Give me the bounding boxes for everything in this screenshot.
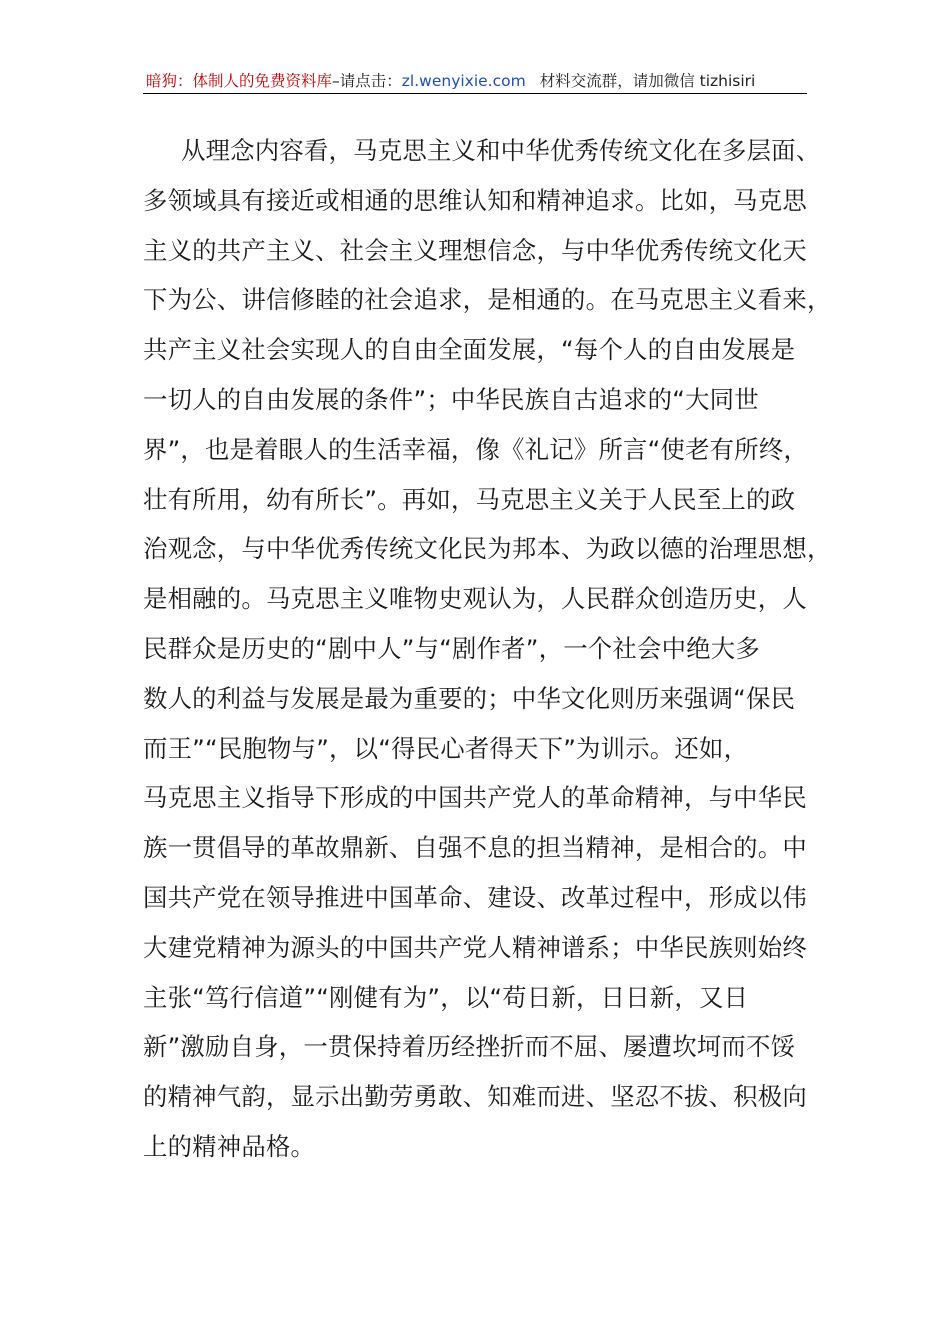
paragraph-line: 共产主义社会实现人的自由全面发展，“每个人的自由发展是	[143, 335, 796, 365]
paragraph-line: 族一贯倡导的革故鼎新、自强不息的担当精神，是相合的。中	[143, 833, 807, 863]
paragraph-line: 主义的共产主义、社会主义理想信念，与中华优秀传统文化天	[143, 235, 807, 265]
paragraph-line: 下为公、讲信修睦的社会追求，是相通的。在马克思主义看来，	[143, 285, 832, 315]
body-paragraph	[143, 126, 832, 1172]
paragraph-line: 是相融的。马克思主义唯物史观认为，人民群众创造历史，人	[143, 584, 807, 614]
header-site-name: 暗狗：体制人的免费资料库	[146, 72, 333, 90]
paragraph-line: 数人的利益与发展是最为重要的；中华文化则历来强调“保民	[143, 683, 796, 713]
paragraph-line: 大建党精神为源头的中国共产党人精神谱系；中华民族则始终	[143, 932, 807, 962]
paragraph-line: 治观念，与中华优秀传统文化民为邦本、为政以德的治理思想，	[143, 534, 832, 564]
paragraph-line: 上的精神品格。	[143, 1131, 316, 1161]
header-group-note: 材料交流群，请加微信 tizhisiri	[539, 72, 756, 90]
header-url-link[interactable]: zl.wenyixie.com	[401, 72, 526, 90]
paragraph-line: 界”，也是着眼人的生活幸福，像《礼记》所言“使老有所终，	[143, 434, 809, 464]
paragraph-line: 多领域具有接近或相通的思维认知和精神追求。比如，马克思	[143, 185, 807, 215]
paragraph-line: 一切人的自由发展的条件”；中华民族自古追求的“大同世	[143, 384, 759, 414]
paragraph-line: 而王”“民胞物与”，以“得民心者得天下”为训示。还如，	[143, 733, 749, 763]
paragraph-line: 民群众是历史的“剧中人”与“剧作者”，一个社会中绝大多	[143, 633, 760, 663]
paragraph-line: 主张“笃行信道”“刚健有为”，以“苟日新，日日新，又日	[143, 982, 749, 1012]
paragraph-line: 的精神气韵，显示出勤劳勇敢、知难而进、坚忍不拔、积极向	[143, 1082, 807, 1112]
paragraph-line: 从理念内容看，马克思主义和中华优秀传统文化在多层面、	[181, 136, 821, 165]
header-divider	[143, 93, 807, 94]
header-click-prompt: –请点击：	[332, 72, 402, 90]
page-header	[146, 68, 806, 94]
paragraph-line: 新”激励自身，一贯保持着历经挫折而不屈、屡遭坎坷而不馁	[143, 1032, 796, 1062]
paragraph-line: 马克思主义指导下形成的中国共产党人的革命精神，与中华民	[143, 783, 807, 813]
paragraph-line: 壮有所用，幼有所长”。再如，马克思主义关于人民至上的政	[143, 484, 796, 514]
paragraph-line: 国共产党在领导推进中国革命、建设、改革过程中，形成以伟	[143, 882, 807, 912]
